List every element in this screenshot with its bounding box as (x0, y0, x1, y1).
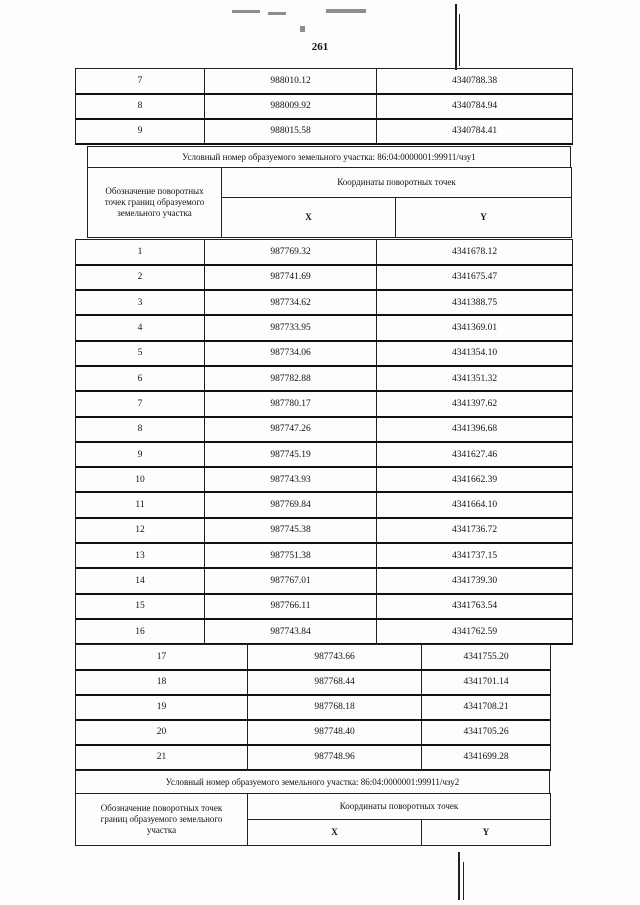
coord-y: 4341708.21 (422, 695, 551, 720)
coord-x: 987748.96 (248, 745, 422, 770)
top-coordinates-table (75, 68, 573, 145)
point-number: 12 (76, 518, 205, 543)
table-row (76, 341, 573, 366)
table-row (76, 290, 573, 315)
page-number: 261 (311, 41, 329, 53)
coord-y: 4341737.15 (377, 543, 573, 568)
coord-y: 4341369.01 (377, 315, 573, 340)
coord-x: 987766.11 (205, 594, 377, 619)
table-row (76, 720, 551, 745)
coord-y: 4341354.10 (377, 341, 573, 366)
coord-y: 4340788.38 (377, 69, 573, 94)
binding-line (459, 14, 460, 66)
point-number: 4 (76, 315, 205, 340)
point-number: 8 (76, 94, 205, 119)
coord-x: 987743.84 (205, 619, 377, 644)
point-number: 20 (76, 720, 248, 745)
point-number: 15 (76, 594, 205, 619)
coord-x: 987734.62 (205, 290, 377, 315)
coord-x: 987741.69 (205, 265, 377, 290)
coord-y: 4341739.30 (377, 568, 573, 593)
table-row (76, 265, 573, 290)
table-row (76, 366, 573, 391)
coord-x: 987767.01 (205, 568, 377, 593)
header-coords: Координаты поворотных точек (222, 168, 572, 198)
table-row (76, 442, 573, 467)
coord-x: 987747.26 (205, 417, 377, 442)
table-row (76, 594, 573, 619)
coord-x: 987743.93 (205, 467, 377, 492)
binding-line (463, 862, 464, 900)
coord-x: 987768.18 (248, 695, 422, 720)
coord-x: 987769.84 (205, 492, 377, 517)
coord-y: 4341699.28 (422, 745, 551, 770)
table-row (76, 240, 573, 265)
point-number: 11 (76, 492, 205, 517)
coord-x: 987751.38 (205, 543, 377, 568)
point-number: 13 (76, 543, 205, 568)
point-number: 21 (76, 745, 248, 770)
point-number: 2 (76, 265, 205, 290)
coord-y: 4341705.26 (422, 720, 551, 745)
section2-caption: Условный номер образуемого земельного участка: 86:04:0000001:99911/чзу2 (75, 770, 550, 794)
table-row (76, 391, 573, 416)
section1-header-table (87, 167, 572, 238)
table-row (76, 315, 573, 340)
coord-x: 987768.44 (248, 670, 422, 695)
coord-x: 987733.95 (205, 315, 377, 340)
coord-y: 4341396.68 (377, 417, 573, 442)
scan-mark (300, 26, 305, 32)
scan-mark (268, 12, 286, 15)
coord-y: 4341763.54 (377, 594, 573, 619)
point-number: 17 (76, 645, 248, 670)
point-number: 16 (76, 619, 205, 644)
coord-y: 4341388.75 (377, 290, 573, 315)
table-row (76, 695, 551, 720)
coord-x: 987748.40 (248, 720, 422, 745)
point-number: 3 (76, 290, 205, 315)
col-x-label: X (248, 820, 422, 846)
table-row (76, 645, 551, 670)
coord-x: 987769.32 (205, 240, 377, 265)
coord-x: 988015.58 (205, 119, 377, 144)
coord-x: 988010.12 (205, 69, 377, 94)
table-row (76, 119, 573, 144)
point-number: 9 (76, 442, 205, 467)
coord-y: 4341397.62 (377, 391, 573, 416)
header-coords: Координаты поворотных точек (248, 794, 551, 820)
point-number: 5 (76, 341, 205, 366)
point-number: 10 (76, 467, 205, 492)
coord-y: 4340784.94 (377, 94, 573, 119)
scan-mark (232, 10, 260, 13)
section1-table-continued (75, 644, 551, 771)
point-number: 7 (76, 69, 205, 94)
table-row (76, 543, 573, 568)
section2-header-table (75, 793, 551, 846)
coord-y: 4341755.20 (422, 645, 551, 670)
coord-y: 4341351.32 (377, 366, 573, 391)
header-designation: Обозначение поворотных точек границ образуемого земельного участка (88, 168, 222, 238)
point-number: 6 (76, 366, 205, 391)
table-row (76, 417, 573, 442)
coord-y: 4341701.14 (422, 670, 551, 695)
table-row (76, 69, 573, 94)
coord-y: 4341736.72 (377, 518, 573, 543)
coord-x: 987743.66 (248, 645, 422, 670)
col-y-label: Y (396, 198, 572, 238)
coord-y: 4341762.59 (377, 619, 573, 644)
coord-y: 4341678.12 (377, 240, 573, 265)
header-designation: Обозначение поворотных точек границ образуемого земельного участка (76, 794, 248, 846)
coord-y: 4341627.46 (377, 442, 573, 467)
point-number: 9 (76, 119, 205, 144)
table-row (76, 619, 573, 644)
table-row (76, 518, 573, 543)
coord-x: 987782.88 (205, 366, 377, 391)
coord-x: 987745.38 (205, 518, 377, 543)
coord-x: 987734.06 (205, 341, 377, 366)
table-row (76, 745, 551, 770)
point-number: 7 (76, 391, 205, 416)
table-row (76, 492, 573, 517)
coord-y: 4341662.39 (377, 467, 573, 492)
section1-caption: Условный номер образуемого земельного участка: 86:04:0000001:99911/чзу1 (87, 146, 571, 168)
col-y-label: Y (422, 820, 551, 846)
point-number: 1 (76, 240, 205, 265)
binding-line (455, 4, 457, 70)
point-number: 19 (76, 695, 248, 720)
table-row (76, 670, 551, 695)
scan-mark (326, 9, 366, 13)
coord-x: 987745.19 (205, 442, 377, 467)
coord-y: 4340784.41 (377, 119, 573, 144)
table-row (76, 568, 573, 593)
col-x-label: X (222, 198, 396, 238)
table-row (76, 467, 573, 492)
coord-x: 987780.17 (205, 391, 377, 416)
binding-line (458, 852, 460, 900)
table-row (76, 94, 573, 119)
point-number: 8 (76, 417, 205, 442)
point-number: 18 (76, 670, 248, 695)
section1-table (75, 239, 573, 645)
point-number: 14 (76, 568, 205, 593)
coord-y: 4341675.47 (377, 265, 573, 290)
coord-x: 988009.92 (205, 94, 377, 119)
coord-y: 4341664.10 (377, 492, 573, 517)
